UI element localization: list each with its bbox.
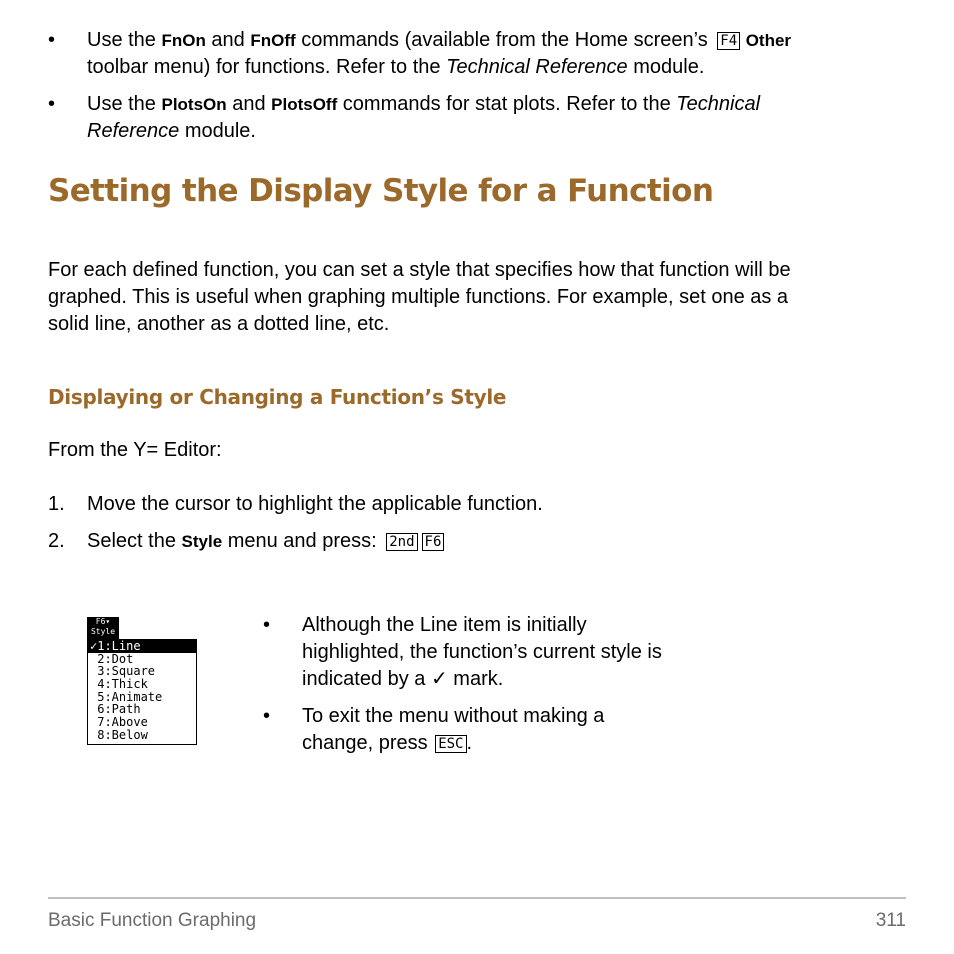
intro-paragraph [48,257,791,338]
step-number: 1. [48,493,65,515]
step-text: Move the cursor to highlight the applicable function. [87,493,543,515]
command-plotson: PlotsOn [161,95,227,114]
style-menu-item-path: 6:Path [90,702,141,717]
footer-divider [48,897,906,899]
calculator-style-menu-screenshot [87,617,198,745]
text: and [205,29,251,51]
text: module. [179,120,256,142]
style-menu-item-dot: 2:Dot [90,651,134,666]
style-menu-item-above: 7:Above [90,715,148,730]
bullet-marker: • [48,93,56,115]
style-menu-item-below: 8:Below [90,727,148,742]
bullet-marker: • [263,705,271,727]
text: Use the [87,29,162,51]
note-line: highlighted, the function’s current style is [302,641,662,663]
key-f6: F6 [422,533,445,551]
key-esc: ESC [435,735,466,753]
intro-line: graphed. This is useful when graphing multiple functions. For example, set one as a [48,286,789,308]
from-editor-text: From the Y= Editor: [48,439,222,461]
f6-style-tab [87,617,119,639]
style-menu [87,639,197,745]
note-checkmark [302,612,662,693]
text: Use the [87,93,162,115]
reference-text: Reference [87,120,180,142]
text: Select the [87,530,182,552]
note-exit [302,703,604,757]
menu-other: Other [745,31,792,50]
note-line: indicated by a ✓ mark. [302,668,504,690]
note-line: Although the Line item is initially [302,614,587,636]
text: commands for stat plots. Refer to the [337,93,677,115]
text: menu and press: [222,530,383,552]
text: toolbar menu) for functions. Refer to the [87,56,447,78]
bullet-plotson-line2 [87,118,256,145]
bullet-marker: • [263,614,271,636]
text: module. [627,56,705,78]
tab-key-label: F6▾ [95,617,111,626]
menu-style: Style [181,532,223,551]
reference-text: Technical [676,93,761,115]
style-menu-item-thick: 4:Thick [90,677,148,692]
command-fnon: FnOn [161,31,206,50]
text: . [466,732,473,754]
text: and [226,93,272,115]
style-menu-item-square: 3:Square [90,664,156,679]
bullet-plotson-line1 [87,91,760,118]
intro-line: For each defined function, you can set a style that specifies how that function will be [48,259,791,281]
intro-line: solid line, another as a dotted line, etc. [48,313,390,335]
tab-menu-label: Style [90,627,116,636]
command-plotsoff: PlotsOff [271,95,338,114]
bullet-marker: • [48,29,56,51]
subsection-heading: Displaying or Changing a Function’s Style [48,385,507,409]
bullet-fnon-line2 [87,54,704,81]
reference-link-text: Technical Reference [446,56,628,78]
bullet-fnon-line1 [87,27,791,54]
text: change, press [302,732,434,754]
command-fnoff: FnOff [250,31,296,50]
key-2nd: 2nd [386,533,417,551]
note-line: To exit the menu without making a [302,705,605,727]
style-menu-item-line: ✓1:Line [88,640,196,653]
section-heading: Setting the Display Style for a Function [48,173,714,209]
style-menu-item-animate: 5:Animate [90,689,163,704]
page-number: 311 [875,910,906,931]
step-text [87,528,444,555]
note-line [302,730,604,757]
step-number: 2. [48,530,65,552]
key-f4: F4 [717,32,740,50]
footer-chapter-title: Basic Function Graphing [48,910,257,931]
text: commands (available from the Home screen’s [295,29,714,51]
